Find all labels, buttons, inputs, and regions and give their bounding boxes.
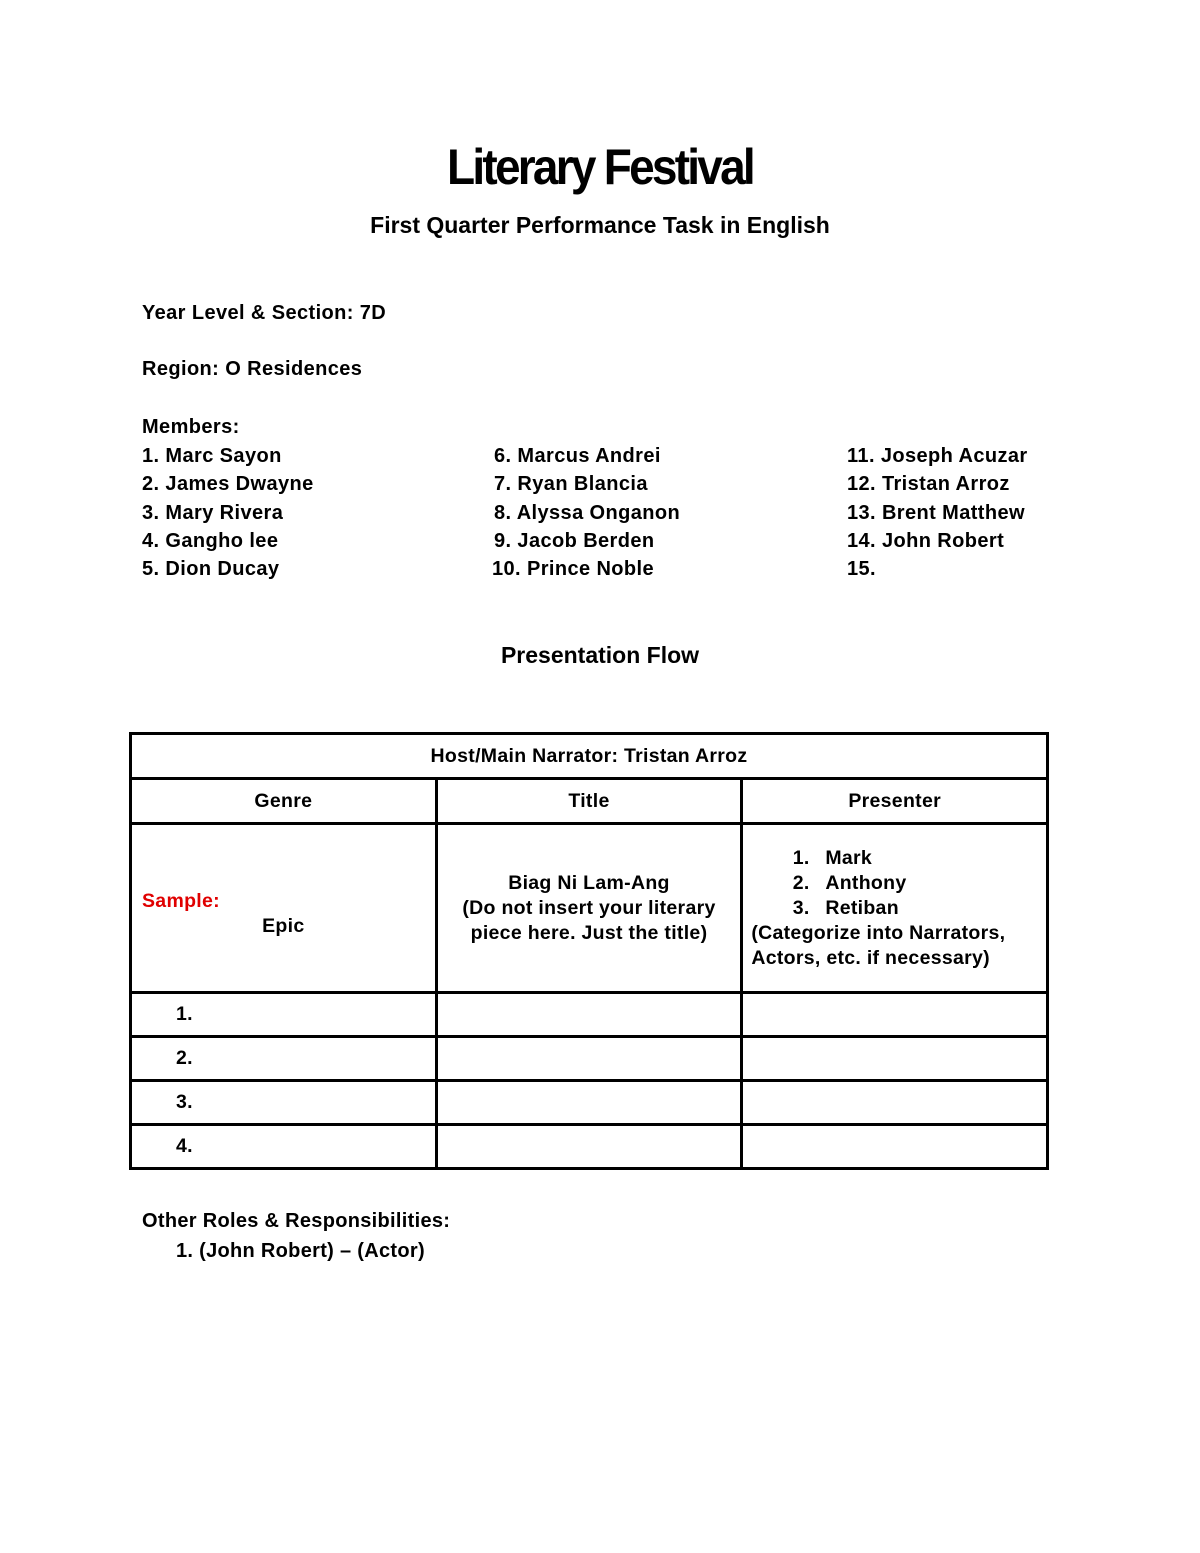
- member-item: 6. Marcus Andrei: [494, 445, 661, 467]
- presentation-flow-heading: Presentation Flow: [500, 642, 700, 668]
- other-roles-label: Other Roles & Responsibilities:: [142, 1210, 451, 1232]
- genre-header: Genre: [131, 779, 437, 824]
- members-label: Members:: [142, 416, 240, 438]
- table-row: [131, 1081, 1048, 1125]
- sample-genre: Epic: [262, 915, 305, 937]
- sample-title-line: piece here. Just the title): [470, 921, 708, 944]
- member-item: 7. Ryan Blancia: [494, 473, 648, 496]
- column-header-row: [131, 779, 1048, 824]
- host-cell: Host/Main Narrator: Tristan Arroz: [131, 734, 1048, 779]
- member-item: 10. Prince Noble: [492, 558, 655, 581]
- member-item: 14. John Robert: [847, 529, 1005, 552]
- presenter-item: 3. Retiban: [815, 896, 1046, 921]
- presenter-cell-empty: [742, 1125, 1048, 1169]
- region: Region: O Residences: [142, 358, 363, 380]
- member-item: 13. Brent Matthew: [847, 501, 1025, 524]
- member-item: 12. Tristan Arroz: [847, 473, 1010, 496]
- presenter-cell-empty: [742, 1081, 1048, 1125]
- title-cell-empty: [436, 1081, 742, 1125]
- member-item: 5. Dion Ducay: [142, 558, 280, 581]
- presenter-cell-empty: [742, 1037, 1048, 1081]
- member-item: 15.: [847, 558, 877, 581]
- member-item: 11. Joseph Acuzar: [847, 445, 1028, 467]
- sample-label: Sample:: [142, 890, 220, 912]
- members-column-2: [492, 442, 680, 583]
- presenter-header: Presenter: [742, 779, 1048, 824]
- other-roles-item: 1. (John Robert) – (Actor): [176, 1240, 425, 1262]
- presenter-note-line: Actors, etc. if necessary): [751, 946, 990, 969]
- member-item: 2. James Dwayne: [142, 473, 314, 496]
- row-number: 1.: [131, 993, 437, 1037]
- title-cell-empty: [436, 1125, 742, 1169]
- host-row: [131, 734, 1048, 779]
- members-column-3: [847, 442, 1028, 583]
- title-header: Title: [436, 779, 742, 824]
- year-level-section: Year Level & Section: 7D: [142, 302, 387, 324]
- title-cell-empty: [436, 993, 742, 1037]
- presenter-item: 1. Mark: [815, 846, 1046, 871]
- member-item: 8. Alyssa Onganon: [494, 501, 681, 524]
- sample-title-line: Biag Ni Lam-Ang: [508, 871, 670, 894]
- presenter-item: 2. Anthony: [815, 871, 1046, 896]
- member-item: 9. Jacob Berden: [494, 529, 655, 552]
- member-item: 3. Mary Rivera: [142, 501, 284, 524]
- document-title: Literary Festival: [447, 139, 753, 195]
- sample-row: [131, 824, 1048, 993]
- sample-title-line: (Do not insert your literary: [462, 896, 716, 919]
- sample-genre-cell: [131, 824, 437, 993]
- presentation-flow-table: [129, 732, 1049, 1170]
- member-item: 1. Marc Sayon: [142, 445, 282, 467]
- table-row: [131, 1125, 1048, 1169]
- table-row: [131, 993, 1048, 1037]
- row-number: 4.: [131, 1125, 437, 1169]
- row-number: 2.: [131, 1037, 437, 1081]
- presenter-list: [743, 846, 1046, 921]
- sample-title-cell: [436, 824, 742, 993]
- presenter-cell-empty: [742, 993, 1048, 1037]
- sample-presenter-cell: [742, 824, 1048, 993]
- presenter-note-line: (Categorize into Narrators,: [751, 921, 1006, 944]
- title-cell-empty: [436, 1037, 742, 1081]
- members-column-1: [142, 442, 314, 583]
- row-number: 3.: [131, 1081, 437, 1125]
- document-subtitle: First Quarter Performance Task in English: [370, 212, 830, 238]
- table-row: [131, 1037, 1048, 1081]
- member-item: 4. Gangho lee: [142, 529, 279, 552]
